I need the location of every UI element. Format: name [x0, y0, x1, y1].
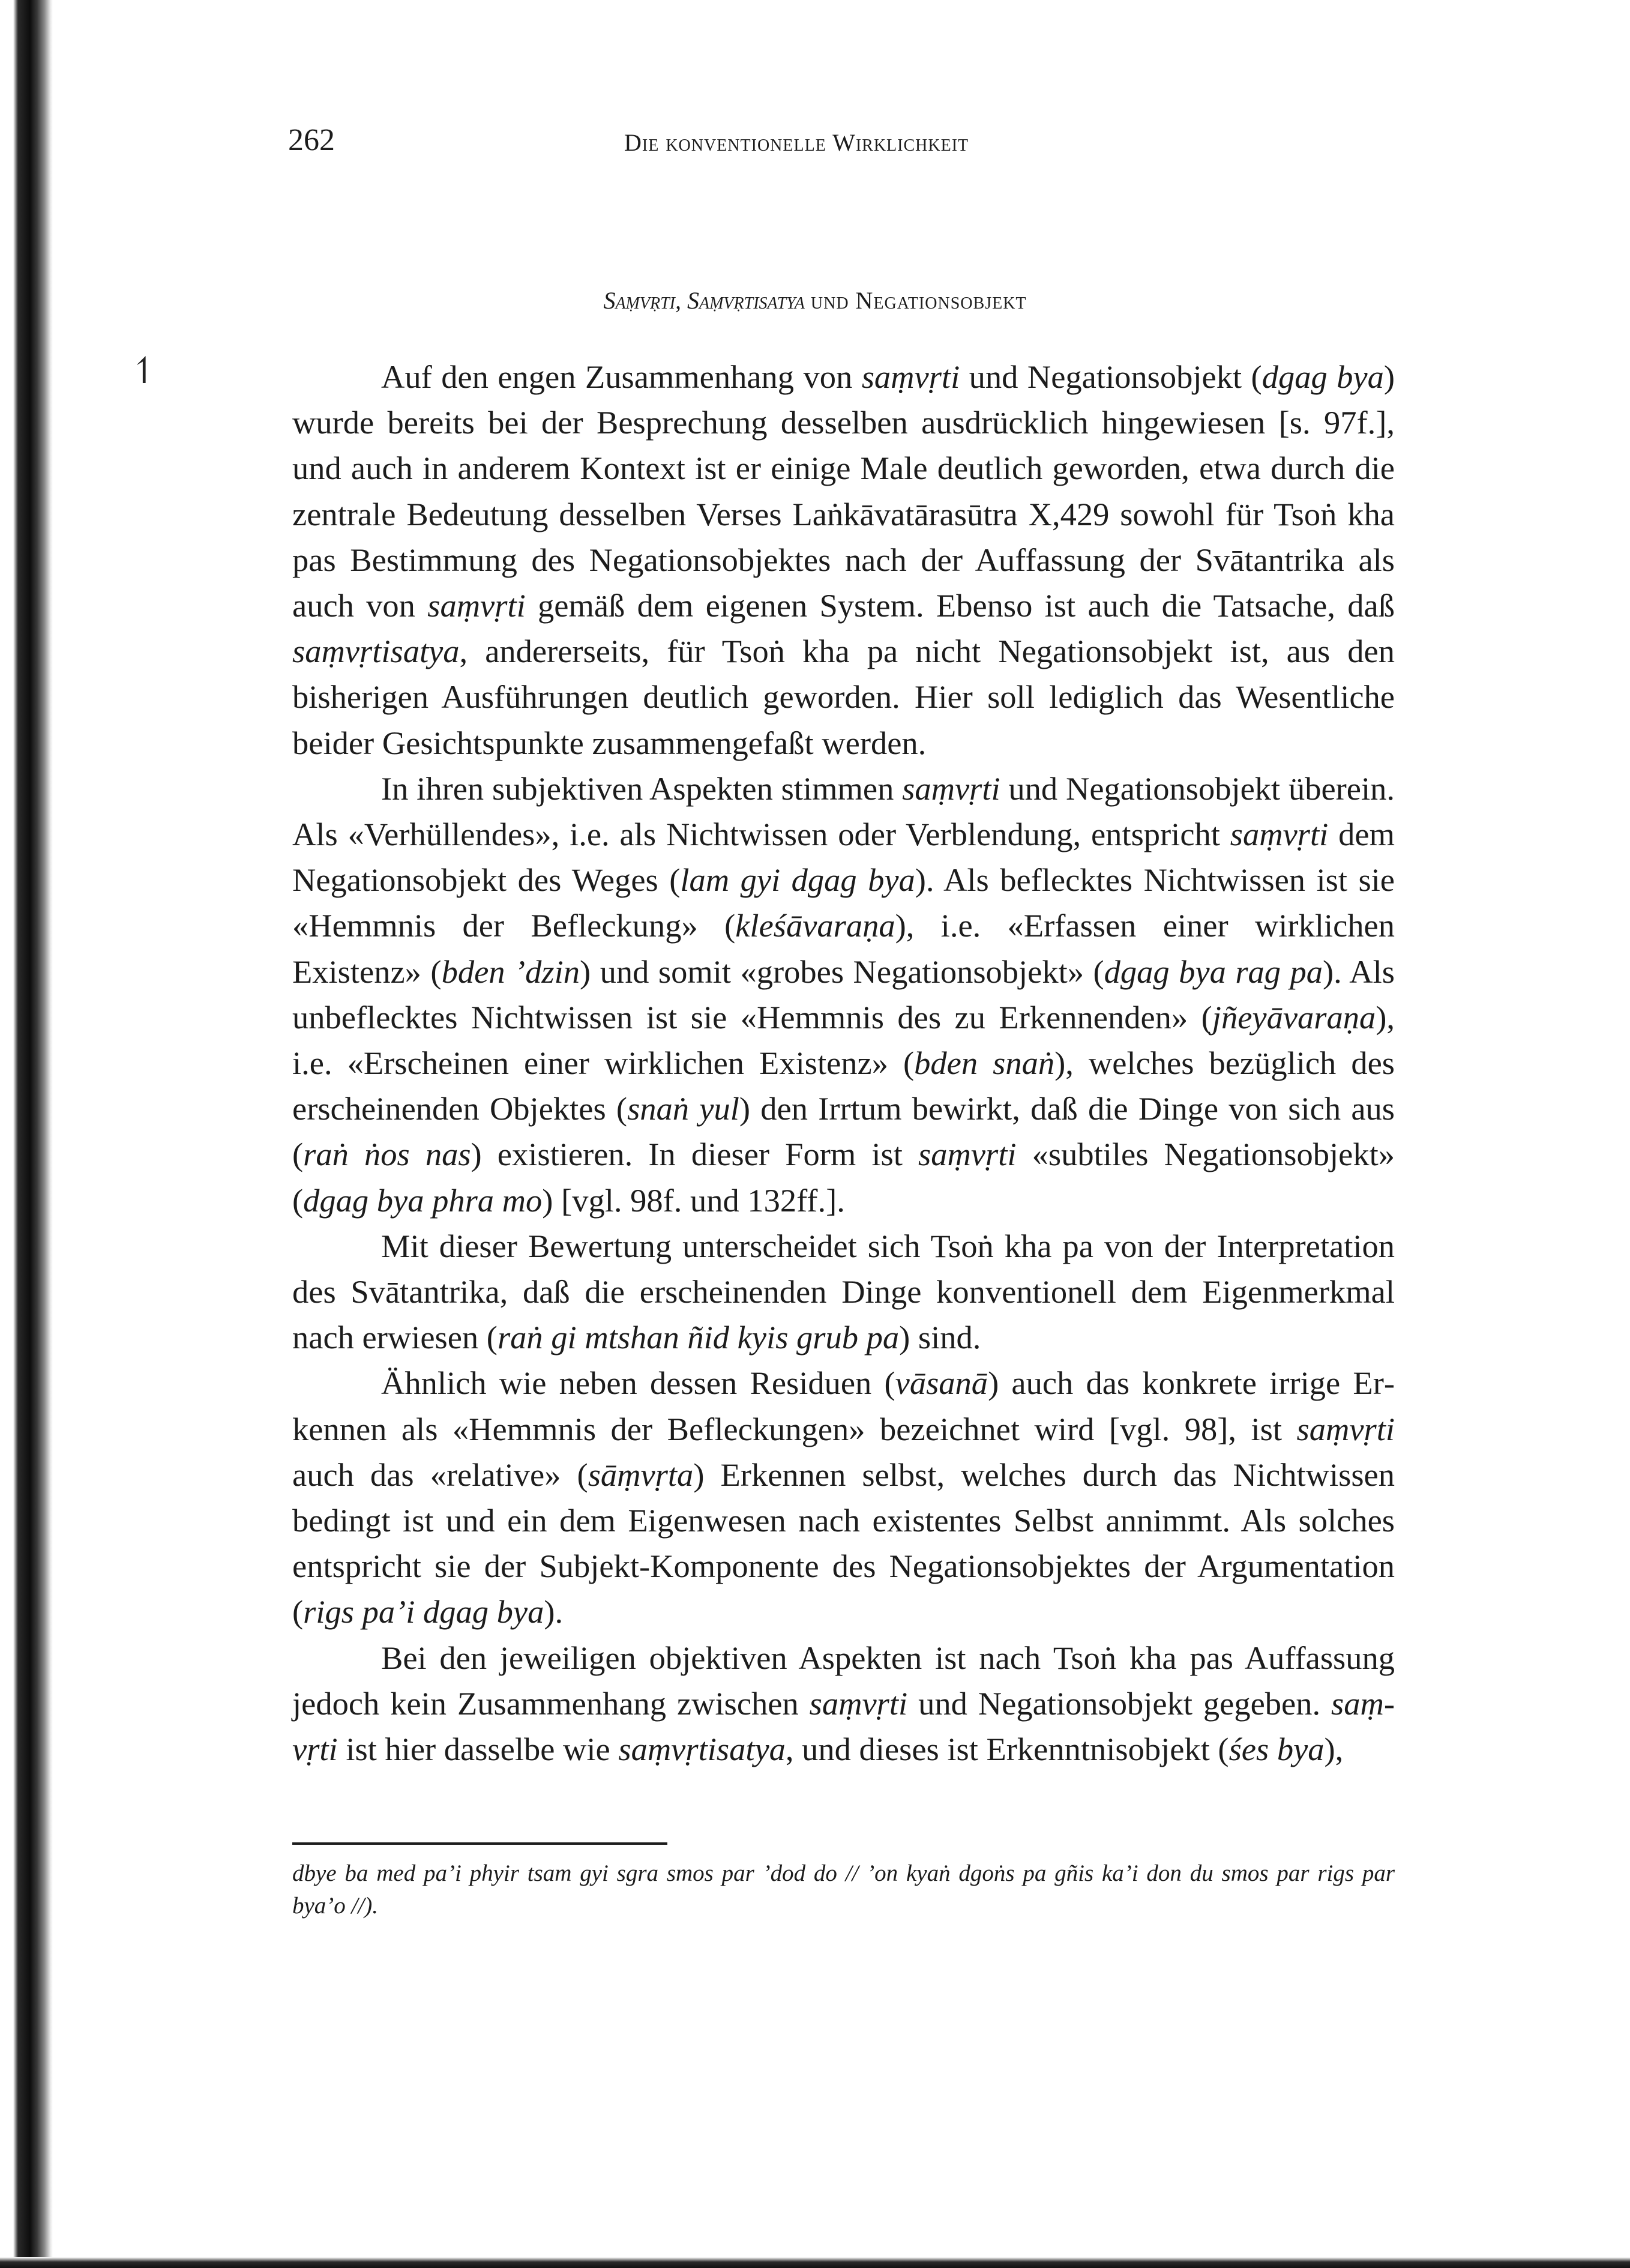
footnote: dbye ba med pa’i phyir tsam gyi sgra smos par ’dod do // ’on kyaṅ dgoṅs pa gñis ka’i don du smos par rigs par bya’o //). — [292, 1860, 1395, 1919]
italic-term: saṃvṛti — [1296, 1410, 1395, 1447]
text-run: ) [vgl. 98f. und 132ff.]. — [542, 1181, 845, 1219]
text-run: Auf den engen Zusammenhang von — [381, 358, 862, 395]
italic-term: dgag bya — [1262, 358, 1384, 395]
italic-term: saṃvṛti — [1230, 816, 1329, 853]
text-run: und Negationsobjekt überein. Als «Verhüllendes», i.e. als Nichtwissen oder Verblendung, entspricht — [292, 770, 1395, 853]
text-run: ) sind. — [899, 1319, 981, 1356]
text-run: ), welches bezüglich des erscheinenden Objektes ( — [292, 1045, 1395, 1127]
page-number: 262 — [288, 123, 335, 157]
text-run: Ähnlich wie neben dessen Residuen ( — [381, 1365, 895, 1402]
text-run: ) existieren. In dieser Form ist — [471, 1136, 919, 1173]
text-run: ) wurde bereits bei der Besprechung desselben ausdrücklich hingewiesen [s. 97f.], und auch in anderem Kontext ist er einige Male deutlich geworden, etwa durch die zentrale Bedeutung desselben Verses Laṅkāvatārasūtra X,429 sowohl für Tsoṅ kha pas Bestimmung des Negationsobjektes nach der Auffassung der Svātantrika als auch von — [292, 358, 1395, 624]
text-run: Mit dieser Bewertung unterscheidet sich Tsoṅ kha pa von der Interpretation des Svātantrika, daß die erscheinenden Dinge konventionell dem Eigenmerkmal nach erwiesen ( — [292, 1227, 1395, 1356]
italic-term: saṃvṛti — [292, 1684, 1395, 1768]
italic-term: dgag bya phra mo — [303, 1181, 543, 1219]
italic-term: raṅ gi mtshan ñid kyis grub pa — [497, 1319, 900, 1356]
footnote-rule — [292, 1842, 667, 1845]
text-run: ), i.e. «Erscheinen einer wirklichen Existenz» ( — [292, 998, 1395, 1082]
text-run: Bei den jeweiligen objektiven Aspekten ist nach Tsoṅ kha pas Auffassung jedoch kein Zusammenhang zwischen — [292, 1639, 1395, 1722]
italic-term: dgag bya rag pa — [1104, 953, 1323, 990]
italic-term: saṃvṛti — [902, 770, 1000, 807]
italic-term: bden snaṅ — [914, 1045, 1055, 1082]
paragraph — [292, 766, 1395, 1223]
italic-term: śes bya — [1229, 1731, 1325, 1768]
text-run: und Negationsobjekt ( — [960, 358, 1262, 395]
text-run: , und dieses ist Erkenntnisobjekt ( — [785, 1731, 1229, 1768]
italic-term: saṃvṛti — [809, 1684, 908, 1722]
text-run: ) auch das konkrete irrige Erkennen als «Hemmnis der Befleckungen» bezeichnet wird [vgl. 98], ist — [292, 1365, 1395, 1447]
italic-term: vāsanā — [895, 1365, 988, 1402]
italic-term: kleśāvaraṇa — [735, 907, 895, 944]
paragraph — [292, 1223, 1395, 1361]
section-heading — [0, 289, 1630, 313]
scan-bottom-edge — [0, 2257, 1630, 2268]
italic-term: saṃvṛti — [861, 358, 960, 395]
text-run: ). — [544, 1593, 564, 1630]
text-run: In ihren subjektiven Aspekten stimmen — [381, 770, 903, 807]
text-run: , andererseits, für Tsoṅ kha pa nicht Negationsobjekt ist, aus den bisherigen Ausführungen deutlich geworden. Hier soll lediglich das Wesentliche beider Gesichtspunkte zusammengefaßt werden. — [292, 633, 1395, 761]
margin-pencil-mark: ↿ — [129, 351, 160, 391]
text-run: ). Als unbeflecktes Nichtwissen ist sie «Hemmnis des zu Erkennenden» ( — [292, 953, 1395, 1036]
paragraph — [292, 1360, 1395, 1635]
paragraph — [292, 1635, 1395, 1773]
italic-term: rigs pa’i dgag bya — [303, 1593, 544, 1630]
italic-term: saṃvṛtisatya — [292, 633, 460, 670]
italic-term: snaṅ yul — [627, 1090, 739, 1127]
section-heading-rest: und Negationsobjekt — [810, 287, 1027, 315]
italic-term: lam gyi dgag bya — [680, 861, 915, 899]
text-run: auch das «relative» ( — [292, 1456, 588, 1493]
section-heading-italic: Saṃvṛti, Saṃvṛtisatya — [603, 287, 805, 315]
text-run: «subtiles Negationsobjekt» ( — [292, 1136, 1395, 1219]
text-run: dem Negationsobjekt des Weges ( — [292, 816, 1395, 899]
body-text — [292, 354, 1395, 1772]
text-run: ) und somit «grobes Negationsobjekt» ( — [580, 953, 1104, 990]
italic-term: saṃvṛtisatya — [618, 1731, 786, 1768]
text-run: ). Als beflecktes Nichtwissen ist sie «Hemmnis der Befleckung» ( — [292, 861, 1395, 944]
text-run: ) Erkennen selbst, welches durch das Nichtwissen bedingt ist und ein dem Eigenwesen nach existentes Selbst annimmt. Als solches entspricht sie der Subjekt-Komponente des Negationsobjektes der Argumentation ( — [292, 1456, 1395, 1630]
italic-term: jñeyāvaraṇa — [1212, 998, 1376, 1036]
running-title: Die konventionelle Wirklichkeit — [624, 129, 969, 156]
italic-term: saṃvṛti — [918, 1136, 1017, 1173]
italic-term: saṃvṛti — [427, 587, 526, 624]
text-run: ist hier dasselbe wie — [337, 1731, 619, 1768]
text-run: ), i.e. «Erfassen einer wirklichen Existenz» ( — [292, 907, 1395, 990]
italic-term: sāṃvṛta — [588, 1456, 694, 1493]
book-spine-shadow — [0, 0, 53, 2268]
italic-term: bden ’dzin — [441, 953, 580, 990]
text-run: ) den Irrtum bewirkt, daß die Dinge von sich aus ( — [292, 1090, 1395, 1173]
paragraph — [292, 354, 1395, 766]
italic-term: raṅ ṅos nas — [303, 1136, 471, 1173]
text-run: ), — [1324, 1731, 1344, 1768]
text-run: und Negationsobjekt gegeben. — [907, 1684, 1332, 1722]
text-run: gemäß dem eigenen System. Ebenso ist auch die Tatsache, daß — [525, 587, 1395, 624]
